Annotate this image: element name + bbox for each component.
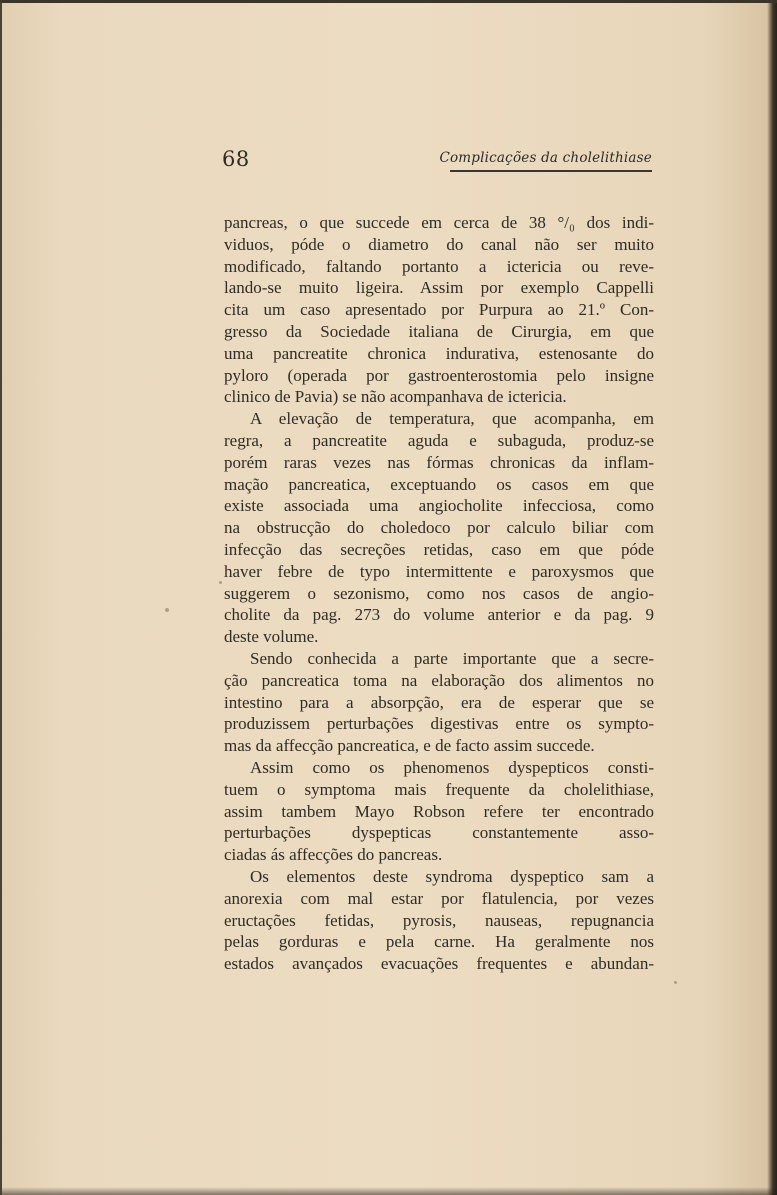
text-line: na obstrucção do choledoco por calculo biliar com	[224, 518, 654, 538]
text-line: pelas gorduras e pela carne. Ha geralmente nos	[224, 932, 654, 952]
text-line: cholite da pag. 273 do volume anterior e da pag. 9	[224, 605, 654, 625]
text-line: suggerem o sezonismo, como nos casos de angio-	[224, 583, 654, 603]
text-line: uma pancreatite chronica indurativa, estenosante do	[224, 343, 654, 363]
text-line: Assim como os phenomenos dyspepticos consti-	[250, 757, 654, 777]
text-line: Sendo conhecida a parte importante que a secre-	[250, 648, 654, 668]
text-line: eructações fetidas, pyrosis, nauseas, repugnancia	[224, 910, 654, 930]
page-header	[222, 145, 652, 175]
text-line: pancreas, o que succede em cerca de 38 °/₀ dos indi-	[224, 213, 654, 232]
text-line: haver febre de typo intermittente e paroxysmos que	[224, 561, 654, 581]
text-line: perturbações dyspepticas constantemente asso-	[224, 823, 654, 843]
text-line: porém raras vezes nas fórmas chronicas da inflam-	[224, 452, 654, 472]
text-line: mas da affecção pancreatica, e de facto assim succede.	[224, 736, 595, 756]
text-line: ciadas ás affecções do pancreas.	[224, 845, 443, 865]
text-line: modificado, faltando portanto a ictericia ou reve-	[224, 256, 654, 276]
text-line: pyloro (operada por gastroenterostomia pelo insigne	[224, 365, 654, 385]
text-line: deste volume.	[224, 627, 319, 647]
text-line: estados avançados evacuações frequentes e abundan-	[224, 954, 654, 974]
text-line: anorexia com mal estar por flatulencia, por vezes	[224, 888, 654, 908]
text-line: mação pancreatica, exceptuando os casos em que	[224, 474, 654, 494]
text-line: lando-se muito ligeira. Assim por exemplo Cappelli	[224, 278, 654, 298]
paper-speck	[674, 981, 677, 984]
page-number: 68	[222, 147, 250, 171]
text-line: clinico de Pavia) se não acompanhava de ictericia.	[224, 387, 567, 407]
text-line: A elevação de temperatura, que acompanha, em	[250, 409, 654, 429]
text-line: tuem o symptoma mais frequente da cholelithiase,	[224, 779, 654, 799]
body-text	[224, 212, 654, 975]
text-line: intestino para a absorpção, era de esperar que se	[224, 692, 654, 712]
text-line: infecção das secreções retidas, caso em que póde	[224, 539, 654, 559]
text-line: cita um caso apresentado por Purpura ao 21.º Con-	[224, 300, 654, 320]
text-line: ção pancreatica toma na elaboração dos alimentos no	[224, 670, 654, 690]
text-line: assim tambem Mayo Robson refere ter encontrado	[224, 801, 654, 821]
paper-speck	[165, 608, 169, 612]
paper-speck	[219, 581, 222, 584]
header-rule	[450, 170, 652, 172]
running-title: Complicações da cholelithiase	[439, 150, 652, 166]
text-line: produzissem perturbações digestivas entre os sympto-	[224, 714, 654, 734]
text-line: Os elementos deste syndroma dyspeptico sam a	[250, 866, 654, 886]
text-line: regra, a pancreatite aguda e subaguda, produz-se	[224, 430, 654, 450]
text-line: gresso da Sociedade italiana de Cirurgia, em que	[224, 321, 654, 341]
text-line: viduos, póde o diametro do canal não ser muito	[224, 234, 654, 254]
text-line: existe associada uma angiocholite infecciosa, como	[224, 496, 654, 516]
